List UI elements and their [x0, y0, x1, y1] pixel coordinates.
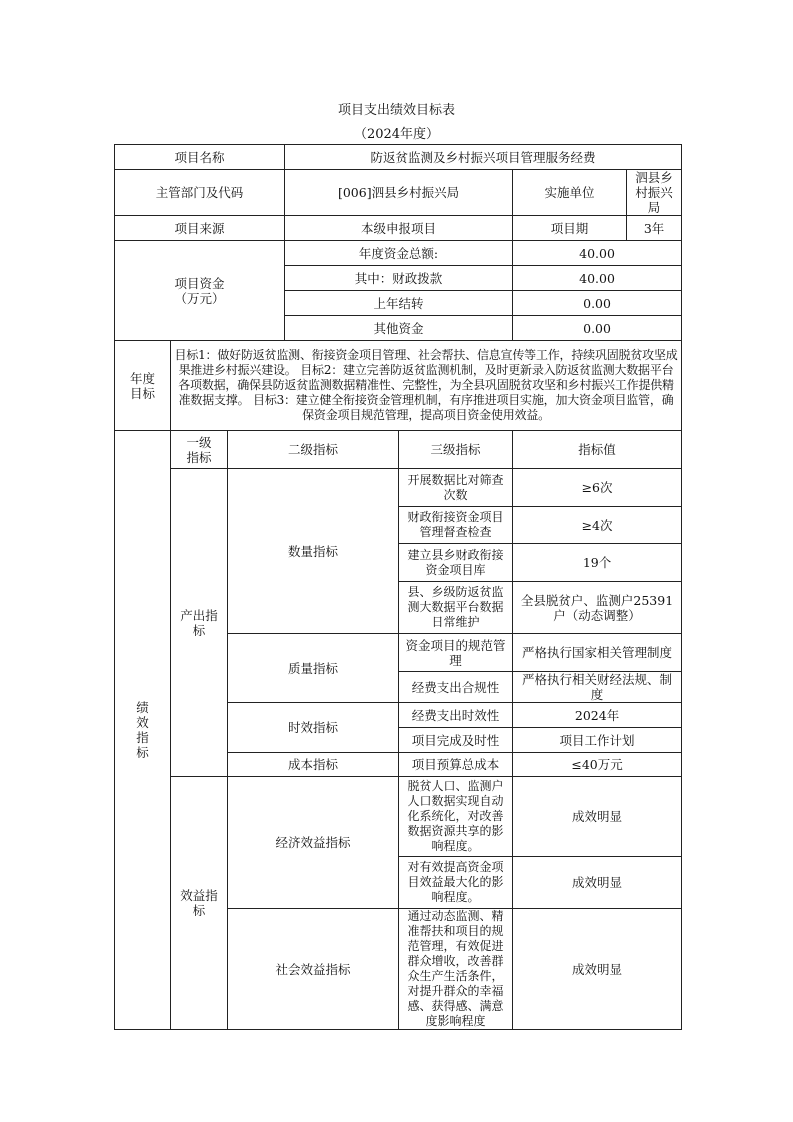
funds-other-label: 其他资金 — [285, 316, 513, 341]
page-title: 项目支出绩效目标表 — [337, 103, 455, 118]
header-level1: 一级 指标 — [171, 431, 228, 469]
impl-unit-value: 泗县乡村振兴局 — [627, 170, 682, 216]
social-item-name: 通过动态监测、精准帮扶和项目的规范管理，有效促进群众增收，改善群众生产生活条件，对提升群众的幸福感、获得感、满意度影响程度 — [399, 909, 513, 1030]
timeliness-indicator-label: 时效指标 — [228, 703, 399, 753]
funds-fiscal-label: 其中：财政拨款 — [285, 266, 513, 291]
indicator-section-label: 绩 效 指 标 — [115, 431, 171, 1030]
benefit-indicator-label: 效益指 标 — [171, 777, 228, 1030]
timeliness-item-value: 2024年 — [513, 703, 682, 728]
funds-carryover-label: 上年结转 — [285, 291, 513, 316]
row-annual-goal — [115, 341, 682, 431]
page-subtitle: （2024年度） — [353, 127, 440, 142]
period-value: 3年 — [627, 216, 682, 241]
row-department — [115, 170, 682, 216]
header-value: 指标值 — [513, 431, 682, 469]
funds-fiscal-value: 40.00 — [513, 266, 682, 291]
header-level3: 三级指标 — [399, 431, 513, 469]
cost-indicator-label: 成本指标 — [228, 753, 399, 777]
row-indicator-header — [115, 431, 682, 469]
impl-unit-label: 实施单位 — [513, 170, 627, 216]
annual-goal-text: 目标1：做好防返贫监测、衔接资金项目管理、社会帮扶、信息宣传等工作，持续巩固脱贫攻坚成果推进乡村振兴建设。 目标2：建立完善防返贫监测机制，及时更新录入防返贫监测大数据平台各项数据，确保县防返贫监测数据精准性、完整性，为全县巩固脱贫攻坚和乡村振兴工作提供精准数据支撑。 目标3：建立健全衔接资金管理机制，有序推进项目实施，加大资金项目监管，确保资金项目规范管理，提高项目资金使用效益。 — [171, 341, 682, 431]
quality-item-name: 资金项目的规范管理 — [399, 634, 513, 672]
cost-item-name: 项目预算总成本 — [399, 753, 513, 777]
quantity-item-value: ≥4次 — [513, 507, 682, 544]
row-source — [115, 216, 682, 241]
economic-indicator-label: 经济效益指标 — [228, 777, 399, 909]
economic-item-name: 对有效提高资金项目效益最大化的影响程度。 — [399, 857, 513, 909]
economic-item-value: 成效明显 — [513, 777, 682, 857]
funds-other-value: 0.00 — [513, 316, 682, 341]
funds-carryover-value: 0.00 — [513, 291, 682, 316]
table-row — [115, 469, 682, 507]
table-row — [115, 777, 682, 857]
funds-total-value: 40.00 — [513, 241, 682, 266]
output-indicator-label: 产出指 标 — [171, 469, 228, 777]
row-project-name — [115, 145, 682, 170]
header-level2: 二级指标 — [228, 431, 399, 469]
project-name-label: 项目名称 — [115, 145, 285, 170]
quantity-indicator-label: 数量指标 — [228, 469, 399, 634]
source-value: 本级申报项目 — [285, 216, 513, 241]
quality-item-value: 严格执行相关财经法规、制度 — [513, 672, 682, 703]
timeliness-item-value: 项目工作计划 — [513, 728, 682, 753]
row-funds-total — [115, 241, 682, 266]
cost-item-value: ≤40万元 — [513, 753, 682, 777]
department-label: 主管部门及代码 — [115, 170, 285, 216]
quantity-item-value: 全县脱贫户、监测户25391户（动态调整） — [513, 582, 682, 634]
funds-label: 项目资金 （万元） — [115, 241, 285, 341]
project-name-value: 防返贫监测及乡村振兴项目管理服务经费 — [285, 145, 682, 170]
performance-target-table — [114, 144, 682, 1030]
quality-item-name: 经费支出合规性 — [399, 672, 513, 703]
economic-item-value: 成效明显 — [513, 857, 682, 909]
funds-total-label: 年度资金总额: — [285, 241, 513, 266]
quantity-item-name: 建立县乡财政衔接资金项目库 — [399, 544, 513, 582]
quality-indicator-label: 质量指标 — [228, 634, 399, 703]
social-item-value: 成效明显 — [513, 909, 682, 1030]
annual-goal-label: 年度 目标 — [115, 341, 171, 431]
quantity-item-value: 19个 — [513, 544, 682, 582]
source-label: 项目来源 — [115, 216, 285, 241]
department-value: [006]泗县乡村振兴局 — [285, 170, 513, 216]
period-label: 项目期 — [513, 216, 627, 241]
quantity-item-name: 财政衔接资金项目管理督查检查 — [399, 507, 513, 544]
timeliness-item-name: 经费支出时效性 — [399, 703, 513, 728]
timeliness-item-name: 项目完成及时性 — [399, 728, 513, 753]
quality-item-value: 严格执行国家相关管理制度 — [513, 634, 682, 672]
quantity-item-name: 县、乡级防返贫监测大数据平台数据日常维护 — [399, 582, 513, 634]
social-indicator-label: 社会效益指标 — [228, 909, 399, 1030]
quantity-item-value: ≥6次 — [513, 469, 682, 507]
quantity-item-name: 开展数据比对筛查次数 — [399, 469, 513, 507]
economic-item-name: 脱贫人口、监测户人口数据实现自动化系统化，对改善数据资源共享的影响程度。 — [399, 777, 513, 857]
